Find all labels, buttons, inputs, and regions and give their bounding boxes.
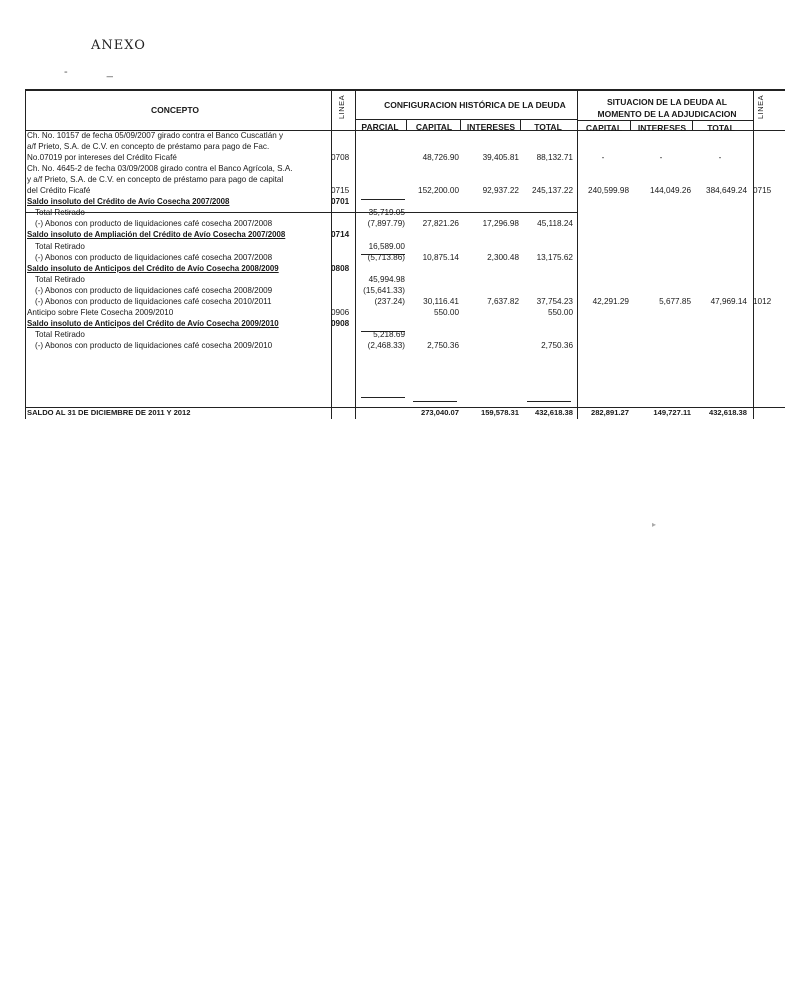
row-concepto: Ch. No. 4645-2 de fecha 03/09/2008 girado contra el Banco Agrícola, S.A. xyxy=(27,164,293,174)
row-concepto: No.07019 por intereses del Crédito Ficafé xyxy=(27,153,177,163)
header-configuracion: CONFIGURACION HISTÓRICA DE LA DEUDA xyxy=(384,100,566,110)
row-parcial: (2,468.33) xyxy=(367,340,405,350)
totals-total: 432,618.38 xyxy=(534,408,573,417)
totals-intereses-2: 149,727.11 xyxy=(653,408,691,417)
totals-label: SALDO AL 31 DE DICIEMBRE DE 2011 Y 2012 xyxy=(27,408,191,417)
row-parcial: (5,713.86) xyxy=(367,252,405,262)
debt-table xyxy=(25,89,785,419)
row-parcial: 16,589.00 xyxy=(368,241,405,251)
situacion-subheader-line xyxy=(577,120,753,121)
row-parcial: (237.24) xyxy=(374,296,405,306)
table-top-border xyxy=(25,89,785,91)
row-parcial: (7,897.79) xyxy=(367,219,405,229)
row-capital: 27,821.26 xyxy=(422,219,459,229)
row-linea: 0701 xyxy=(331,197,350,207)
row-capital: 48,726.90 xyxy=(422,153,459,163)
row-concepto: del Crédito Ficafé xyxy=(27,186,91,196)
row-concepto: (-) Abonos con producto de liquidaciones café cosecha 2010/2011 xyxy=(35,296,272,306)
row-intereses: 39,405.81 xyxy=(482,153,519,163)
row-total2: - xyxy=(718,153,722,163)
header-situacion-1: SITUACION DE LA DEUDA AL xyxy=(607,97,727,107)
row-capital2: 42,291.29 xyxy=(592,296,629,306)
row-concepto: Saldo insoluto de Ampliación del Crédito de Avío Cosecha 2007/2008 xyxy=(27,230,286,240)
row-capital: 30,116.41 xyxy=(423,296,459,306)
header-total: TOTAL xyxy=(534,122,562,132)
scan-mark: ▸ xyxy=(652,520,657,529)
row-concepto: Total Retirado xyxy=(35,329,85,339)
totals-intereses: 159,578.31 xyxy=(480,408,519,417)
header-total-2: TOTAL xyxy=(707,123,735,133)
header-intereses: INTERESES xyxy=(466,122,516,132)
amount-underline xyxy=(361,397,405,398)
row-total: 45,118.24 xyxy=(537,219,573,229)
row-concepto: Saldo insoluto del Crédito de Avío Cosecha 2007/2008 xyxy=(27,197,230,207)
row-linea2: 1012 xyxy=(753,296,772,306)
row-capital: 2,750.36 xyxy=(427,340,459,350)
header-intereses-2: INTERESES xyxy=(637,123,687,133)
row-concepto: Total Retirado xyxy=(35,274,85,284)
row-concepto: a/f Prieto, S.A. de C.V. en concepto de préstamo para pago de Fac. xyxy=(27,142,270,152)
column-divider xyxy=(331,89,332,419)
row-concepto: Ch. No. 10157 de fecha 05/09/2007 girado contra el Banco Cuscatlán y xyxy=(27,131,284,140)
row-capital: 152,200.00 xyxy=(418,186,459,196)
row-linea: 0714 xyxy=(331,230,350,240)
row-concepto: Saldo insoluto de Anticipos del Crédito de Avío Cosecha 2008/2009 xyxy=(27,263,279,273)
row-linea: 0808 xyxy=(331,263,350,273)
header-parcial: PARCIAL xyxy=(361,122,399,132)
row-intereses: 17,296.98 xyxy=(482,219,519,229)
header-situacion-2: MOMENTO DE LA ADJUDICACION xyxy=(597,109,737,119)
row-concepto: (-) Abonos con producto de liquidaciones café cosecha 2007/2008 xyxy=(35,219,273,229)
row-total: 245,137.22 xyxy=(532,186,573,196)
column-divider xyxy=(753,89,754,419)
header-capital: CAPITAL xyxy=(415,122,453,132)
row-capital: 10,875.14 xyxy=(422,252,459,262)
row-concepto: Total Retirado xyxy=(35,208,85,218)
row-parcial: 45,994.98 xyxy=(368,274,405,284)
row-concepto: (-) Abonos con producto de liquidaciones café cosecha 2008/2009 xyxy=(35,285,273,295)
row-total: 2,750.36 xyxy=(541,340,573,350)
row-concepto: Saldo insoluto de Anticipos del Crédito de Avío Cosecha 2009/2010 xyxy=(27,318,279,328)
row-intereses2: - xyxy=(659,153,663,163)
header-concepto: CONCEPTO xyxy=(150,105,200,115)
row-capital: 550.00 xyxy=(433,307,459,317)
section-divider xyxy=(25,212,577,213)
row-linea: 0708 xyxy=(331,153,350,163)
row-linea: 0908 xyxy=(331,318,350,328)
header-capital-2: CAPITAL xyxy=(585,123,623,133)
row-total: 550.00 xyxy=(547,307,573,317)
header-linea: LINEA xyxy=(337,94,346,119)
row-linea2: 0715 xyxy=(753,186,772,196)
row-intereses2: 5,677.85 xyxy=(659,296,691,306)
totals-total-2: 432,618.38 xyxy=(708,408,747,417)
amount-underline xyxy=(361,199,405,200)
row-total2: 47,969.14 xyxy=(710,296,747,306)
amount-underline xyxy=(413,401,457,402)
row-total: 13,175.62 xyxy=(536,252,573,262)
scribble-mark: - _ xyxy=(64,66,131,78)
amount-underline xyxy=(527,401,571,402)
row-intereses: 7,637.82 xyxy=(487,296,519,306)
config-subheader-line xyxy=(355,119,577,120)
row-concepto: Anticipo sobre Flete Cosecha 2009/2010 xyxy=(27,307,174,317)
totals-capital-2: 282,891.27 xyxy=(590,408,629,417)
row-linea: 0715 xyxy=(331,186,350,196)
row-total2: 384,649.24 xyxy=(706,186,747,196)
row-intereses: 92,937.22 xyxy=(482,186,519,196)
row-parcial: 35,719.05 xyxy=(368,208,405,218)
row-total: 37,754.23 xyxy=(536,296,573,306)
row-parcial: (15,641.33) xyxy=(363,285,405,295)
row-capital2: - xyxy=(601,153,605,163)
left-border xyxy=(25,89,26,419)
row-capital2: 240,599.98 xyxy=(588,186,629,196)
row-intereses: 2,300.48 xyxy=(487,252,519,262)
row-concepto: Total Retirado xyxy=(35,241,85,251)
row-intereses2: 144,049.26 xyxy=(650,186,691,196)
row-concepto: (-) Abonos con producto de liquidaciones café cosecha 2009/2010 xyxy=(35,340,273,350)
row-concepto: (-) Abonos con producto de liquidaciones café cosecha 2007/2008 xyxy=(35,252,273,262)
annex-title: ANEXO xyxy=(91,38,146,53)
totals-capital: 273,040.07 xyxy=(420,408,459,417)
column-divider xyxy=(577,89,578,419)
row-concepto: y a/f Prieto, S.A. de C.V. en concepto de préstamo para pago de capital xyxy=(27,175,284,185)
row-linea: 0906 xyxy=(331,307,350,317)
row-total: 88,132.71 xyxy=(536,153,573,163)
header-linea-2: LINEA xyxy=(756,94,765,119)
row-parcial: 5,218.69 xyxy=(373,329,405,339)
